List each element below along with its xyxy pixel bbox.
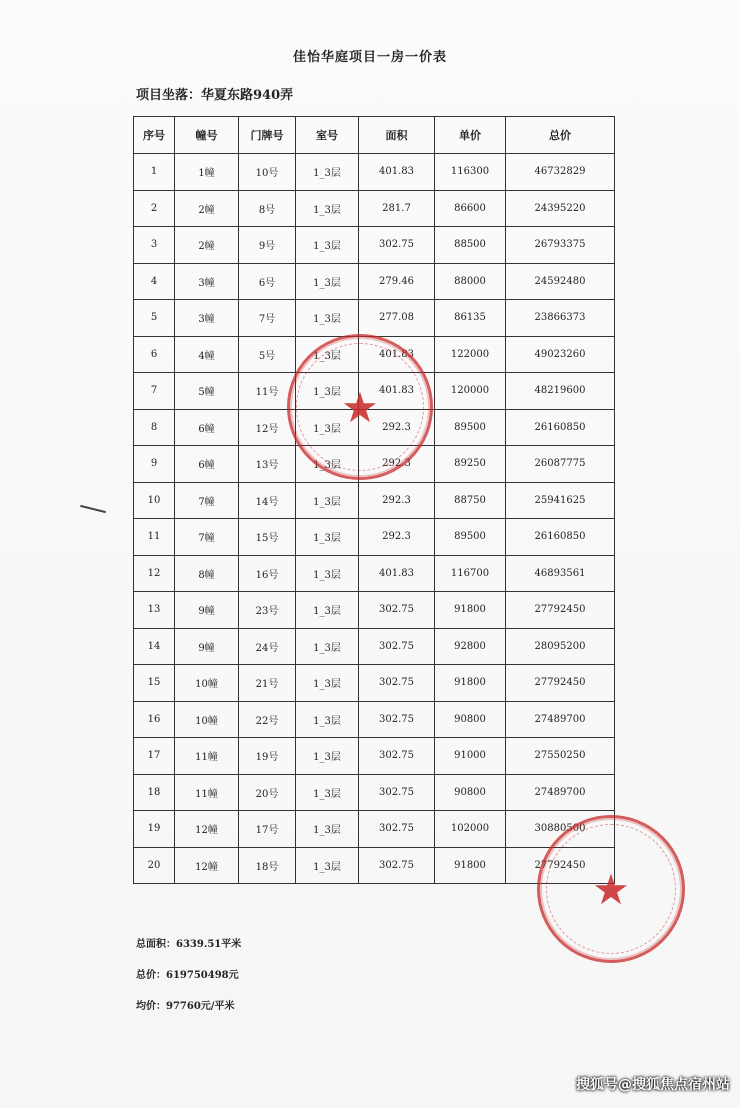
- cell-unit-price: 90800: [435, 774, 506, 811]
- cell-total-price: 49023260: [506, 336, 615, 373]
- cell-unit-price: 120000: [435, 373, 506, 410]
- table-row: [134, 190, 615, 227]
- table-row: [134, 263, 615, 300]
- table-row: [134, 519, 615, 556]
- cell-door-number: 16号: [239, 555, 296, 592]
- cell-unit-price: 86135: [435, 300, 506, 337]
- cell-index: 19: [134, 811, 175, 848]
- cell-room: 1_3层: [296, 738, 359, 775]
- cell-room: 1_3层: [296, 774, 359, 811]
- cell-room: 1_3层: [296, 555, 359, 592]
- cell-door-number: 7号: [239, 300, 296, 337]
- cell-door-number: 9号: [239, 227, 296, 264]
- cell-unit-price: 88000: [435, 263, 506, 300]
- cell-index: 15: [134, 665, 175, 702]
- cell-total-price: 27792450: [506, 592, 615, 629]
- cell-total-price: 28095200: [506, 628, 615, 665]
- cell-index: 11: [134, 519, 175, 556]
- cell-unit-price: 91800: [435, 592, 506, 629]
- header-index: 序号: [134, 117, 175, 154]
- header-room: 室号: [296, 117, 359, 154]
- cell-unit-price: 116300: [435, 154, 506, 191]
- table-row: [134, 811, 615, 848]
- cell-building: 1幢: [175, 154, 239, 191]
- cell-building: 11幢: [175, 774, 239, 811]
- cell-area: 401.83: [359, 373, 435, 410]
- cell-building: 3幢: [175, 263, 239, 300]
- cell-building: 10幢: [175, 665, 239, 702]
- cell-total-price: 25941625: [506, 482, 615, 519]
- cell-unit-price: 90800: [435, 701, 506, 738]
- cell-building: 4幢: [175, 336, 239, 373]
- cell-room: 1_3层: [296, 701, 359, 738]
- cell-total-price: 26087775: [506, 446, 615, 483]
- cell-room: 1_3层: [296, 519, 359, 556]
- cell-index: 14: [134, 628, 175, 665]
- cell-total-price: 46732829: [506, 154, 615, 191]
- cell-unit-price: 92800: [435, 628, 506, 665]
- cell-door-number: 10号: [239, 154, 296, 191]
- cell-area: 302.75: [359, 592, 435, 629]
- cell-unit-price: 88750: [435, 482, 506, 519]
- cell-building: 11幢: [175, 738, 239, 775]
- table-row: [134, 555, 615, 592]
- cell-area: 279.46: [359, 263, 435, 300]
- cell-area: 302.75: [359, 628, 435, 665]
- cell-total-price: 26160850: [506, 519, 615, 556]
- cell-room: 1_3层: [296, 811, 359, 848]
- cell-index: 9: [134, 446, 175, 483]
- cell-area: 292.3: [359, 482, 435, 519]
- cell-total-price: 24592480: [506, 263, 615, 300]
- seal-ring: [296, 343, 424, 471]
- cell-total-price: 27792450: [506, 847, 615, 884]
- cell-door-number: 19号: [239, 738, 296, 775]
- cell-area: 302.75: [359, 774, 435, 811]
- seal-star-icon: ★: [341, 382, 379, 432]
- cell-total-price: 27550250: [506, 738, 615, 775]
- cell-room: 1_3层: [296, 446, 359, 483]
- cell-area: 401.83: [359, 336, 435, 373]
- cell-area: 401.83: [359, 555, 435, 592]
- cell-door-number: 18号: [239, 847, 296, 884]
- cell-unit-price: 91800: [435, 847, 506, 884]
- cell-room: 1_3层: [296, 847, 359, 884]
- cell-door-number: 13号: [239, 446, 296, 483]
- cell-area: 302.75: [359, 847, 435, 884]
- company-seal-upper: [287, 334, 433, 480]
- document-title: 佳怡华庭项目一房一价表: [292, 50, 447, 65]
- source-watermark: 搜狐号@搜狐焦点宿州站: [576, 1077, 730, 1093]
- cell-total-price: 26793375: [506, 227, 615, 264]
- cell-door-number: 20号: [239, 774, 296, 811]
- cell-total-price: 27489700: [506, 774, 615, 811]
- seal-ring: [546, 824, 676, 954]
- table-row: [134, 154, 615, 191]
- cell-building: 9幢: [175, 592, 239, 629]
- price-table: [133, 116, 615, 884]
- cell-unit-price: 86600: [435, 190, 506, 227]
- cell-room: 1_3层: [296, 190, 359, 227]
- cell-area: 302.75: [359, 665, 435, 702]
- company-seal-lower: [537, 815, 685, 963]
- cell-room: 1_3层: [296, 482, 359, 519]
- cell-index: 20: [134, 847, 175, 884]
- cell-total-price: 46893561: [506, 555, 615, 592]
- cell-index: 7: [134, 373, 175, 410]
- table-row: [134, 774, 615, 811]
- cell-area: 302.75: [359, 738, 435, 775]
- cell-building: 12幢: [175, 847, 239, 884]
- cell-area: 302.75: [359, 701, 435, 738]
- cell-room: 1_3层: [296, 227, 359, 264]
- cell-door-number: 22号: [239, 701, 296, 738]
- cell-building: 7幢: [175, 519, 239, 556]
- cell-room: 1_3层: [296, 263, 359, 300]
- cell-area: 277.08: [359, 300, 435, 337]
- cell-door-number: 5号: [239, 336, 296, 373]
- cell-room: 1_3层: [296, 592, 359, 629]
- cell-unit-price: 89500: [435, 519, 506, 556]
- cell-door-number: 15号: [239, 519, 296, 556]
- header-unit-price: 单价: [435, 117, 506, 154]
- cell-room: 1_3层: [296, 300, 359, 337]
- cell-building: 3幢: [175, 300, 239, 337]
- cell-total-price: 27792450: [506, 665, 615, 702]
- table-row: [134, 592, 615, 629]
- cell-building: 8幢: [175, 555, 239, 592]
- cell-area: 292.3: [359, 446, 435, 483]
- cell-room: 1_3层: [296, 665, 359, 702]
- cell-unit-price: 91800: [435, 665, 506, 702]
- cell-index: 13: [134, 592, 175, 629]
- cell-building: 12幢: [175, 811, 239, 848]
- cell-total-price: 26160850: [506, 409, 615, 446]
- cell-area: 302.75: [359, 227, 435, 264]
- header-door-number: 门牌号: [239, 117, 296, 154]
- cell-door-number: 6号: [239, 263, 296, 300]
- cell-building: 5幢: [175, 373, 239, 410]
- header-building: 幢号: [175, 117, 239, 154]
- cell-room: 1_3层: [296, 628, 359, 665]
- cell-area: 281.7: [359, 190, 435, 227]
- total-price: 总价：619750498元: [136, 970, 239, 981]
- table-row: [134, 628, 615, 665]
- cell-building: 2幢: [175, 227, 239, 264]
- cell-index: 17: [134, 738, 175, 775]
- table-header-row: [134, 117, 615, 154]
- table-row: [134, 701, 615, 738]
- cell-door-number: 23号: [239, 592, 296, 629]
- cell-total-price: 27489700: [506, 701, 615, 738]
- cell-door-number: 21号: [239, 665, 296, 702]
- cell-room: 1_3层: [296, 373, 359, 410]
- project-address: 项目坐落：华夏东路940弄: [136, 88, 294, 103]
- cell-building: 2幢: [175, 190, 239, 227]
- cell-building: 10幢: [175, 701, 239, 738]
- cell-index: 10: [134, 482, 175, 519]
- cell-area: 292.3: [359, 519, 435, 556]
- cell-door-number: 11号: [239, 373, 296, 410]
- cell-index: 3: [134, 227, 175, 264]
- table-row: [134, 300, 615, 337]
- cell-room: 1_3层: [296, 336, 359, 373]
- cell-index: 5: [134, 300, 175, 337]
- cell-door-number: 8号: [239, 190, 296, 227]
- cell-area: 292.3: [359, 409, 435, 446]
- cell-index: 4: [134, 263, 175, 300]
- cell-building: 6幢: [175, 446, 239, 483]
- seal-star-icon: ★: [592, 864, 630, 914]
- table-row: [134, 482, 615, 519]
- cell-room: 1_3层: [296, 154, 359, 191]
- cell-area: 302.75: [359, 811, 435, 848]
- cell-index: 18: [134, 774, 175, 811]
- cell-door-number: 14号: [239, 482, 296, 519]
- cell-total-price: 48219600: [506, 373, 615, 410]
- cell-room: 1_3层: [296, 409, 359, 446]
- cell-index: 6: [134, 336, 175, 373]
- table-row: [134, 738, 615, 775]
- cell-total-price: 24395220: [506, 190, 615, 227]
- cell-index: 1: [134, 154, 175, 191]
- cell-unit-price: 89250: [435, 446, 506, 483]
- cell-unit-price: 91000: [435, 738, 506, 775]
- cell-unit-price: 89500: [435, 409, 506, 446]
- cell-area: 401.83: [359, 154, 435, 191]
- cell-unit-price: 102000: [435, 811, 506, 848]
- total-area: 总面积：6339.51平米: [136, 939, 242, 950]
- cell-index: 12: [134, 555, 175, 592]
- header-total-price: 总价: [506, 117, 615, 154]
- cell-building: 6幢: [175, 409, 239, 446]
- table-row: [134, 227, 615, 264]
- table-row: [134, 665, 615, 702]
- cell-total-price: 23866373: [506, 300, 615, 337]
- cell-door-number: 24号: [239, 628, 296, 665]
- cell-door-number: 12号: [239, 409, 296, 446]
- average-price: 均价：97760元/平米: [136, 1001, 235, 1012]
- header-area: 面积: [359, 117, 435, 154]
- cell-door-number: 17号: [239, 811, 296, 848]
- pen-mark: [80, 505, 106, 513]
- cell-unit-price: 88500: [435, 227, 506, 264]
- cell-building: 9幢: [175, 628, 239, 665]
- cell-unit-price: 116700: [435, 555, 506, 592]
- cell-building: 7幢: [175, 482, 239, 519]
- cell-unit-price: 122000: [435, 336, 506, 373]
- cell-total-price: 30880500: [506, 811, 615, 848]
- cell-index: 2: [134, 190, 175, 227]
- cell-index: 16: [134, 701, 175, 738]
- cell-index: 8: [134, 409, 175, 446]
